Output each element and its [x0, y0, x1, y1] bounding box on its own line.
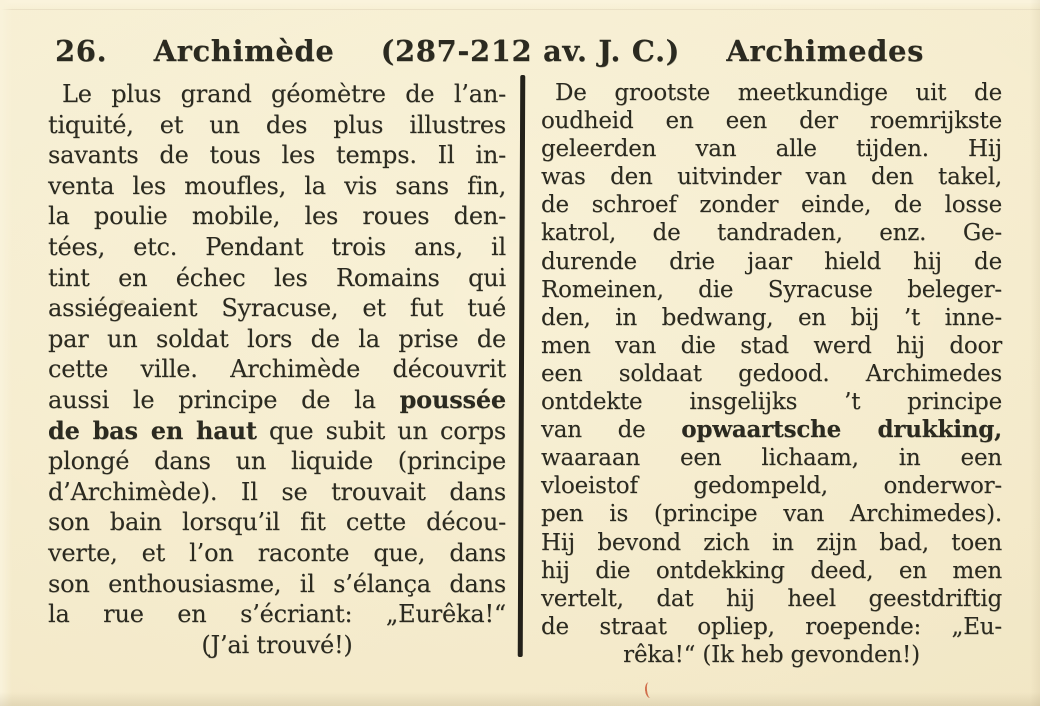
text-line: venta les moufles, la vis sans fin,	[48, 171, 506, 200]
text-line: Le plus grand géomètre de l’an-	[62, 80, 506, 108]
text-line: De grootste meetkundige uit de	[555, 80, 1002, 106]
text-line: oudheid en een der roemrijkste	[541, 108, 1002, 135]
paper-edge-bottom	[0, 692, 1040, 706]
text-line: la rue en s’écriant: „Eurêka!“	[48, 600, 506, 629]
text-line: par un soldat lors de la prise de	[48, 324, 506, 353]
dutch-column	[541, 79, 1002, 669]
text-line: verte, et l’on raconte que, dans	[48, 538, 506, 567]
text-line: de bas en haut que subit un corps	[48, 415, 507, 445]
text-line: vloeistof gedompeld, onderwor-	[541, 473, 1002, 500]
text-line: een soldaat gedood. Archimedes	[541, 360, 1002, 387]
title-dutch: Archimedes	[726, 34, 924, 68]
text-line: (J’ai trouvé!)	[201, 630, 353, 659]
text-line: katrol, de tandraden, enz. Ge-	[541, 220, 1002, 247]
text-line: plongé dans un liquide (principe	[48, 447, 506, 476]
text-line: tint en échec les Romains qui	[48, 263, 506, 292]
paper-edge-left	[0, 0, 12, 706]
text-line: pen is (principe van Archimedes).	[541, 501, 1002, 528]
text-line: men van die stad werd hij door	[541, 332, 1002, 359]
text-line: assiégeaient Syracuse, et fut tué	[48, 294, 506, 323]
lifespan-dates: (287-212 av. J. C.)	[380, 34, 680, 68]
text-line: ontdekte insgelijks ’t principe	[541, 389, 1002, 416]
column-divider	[518, 75, 525, 657]
text-line: aussi le principe de la poussée	[48, 384, 506, 414]
red-ink-mark	[644, 681, 657, 698]
text-line: den, in bedwang, en bij ’t inne-	[541, 304, 1002, 331]
text-line: d’Archimède). Il se trouvait dans	[48, 477, 506, 506]
text-line: de schroef zonder einde, de losse	[541, 192, 1002, 219]
text-line: son enthousiasme, il s’élança dans	[48, 569, 506, 598]
paper-edge-right	[1030, 0, 1040, 706]
paper-edge-top	[0, 0, 1040, 10]
entry-number: 26.	[55, 34, 108, 68]
text-line: Romeinen, die Syracuse beleger-	[541, 276, 1002, 303]
text-line: son bain lorsqu’il fit cette décou-	[48, 508, 506, 537]
text-line: hij die ontdekking deed, en men	[541, 557, 1002, 584]
text-line: durende drie jaar hield hij de	[541, 248, 1002, 275]
text-line: rêka!“ (Ik heb gevonden!)	[623, 641, 920, 668]
text-line: savants de tous les temps. Il in-	[48, 141, 506, 170]
text-line: vertelt, dat hij heel geestdriftig	[541, 585, 1002, 612]
text-line: tiquité, et un des plus illustres	[48, 110, 506, 139]
text-line: cette ville. Archimède découvrit	[48, 355, 506, 384]
text-line: de straat opliep, roepende: „Eu-	[541, 613, 1002, 640]
french-column	[48, 79, 506, 660]
text-line: geleerden van alle tijden. Hij	[541, 136, 1002, 163]
card-header	[55, 34, 924, 68]
text-line: la poulie mobile, les roues den-	[48, 202, 506, 231]
text-line: van de opwaartsche drukking,	[541, 416, 1002, 444]
title-french: Archimède	[153, 34, 335, 68]
text-line: tées, etc. Pendant trois ans, il	[48, 232, 506, 261]
text-line: Hij bevond zich in zijn bad, toen	[541, 529, 1002, 556]
text-line: was den uitvinder van den takel,	[541, 164, 1002, 191]
text-line: waaraan een lichaam, in een	[541, 445, 1002, 472]
